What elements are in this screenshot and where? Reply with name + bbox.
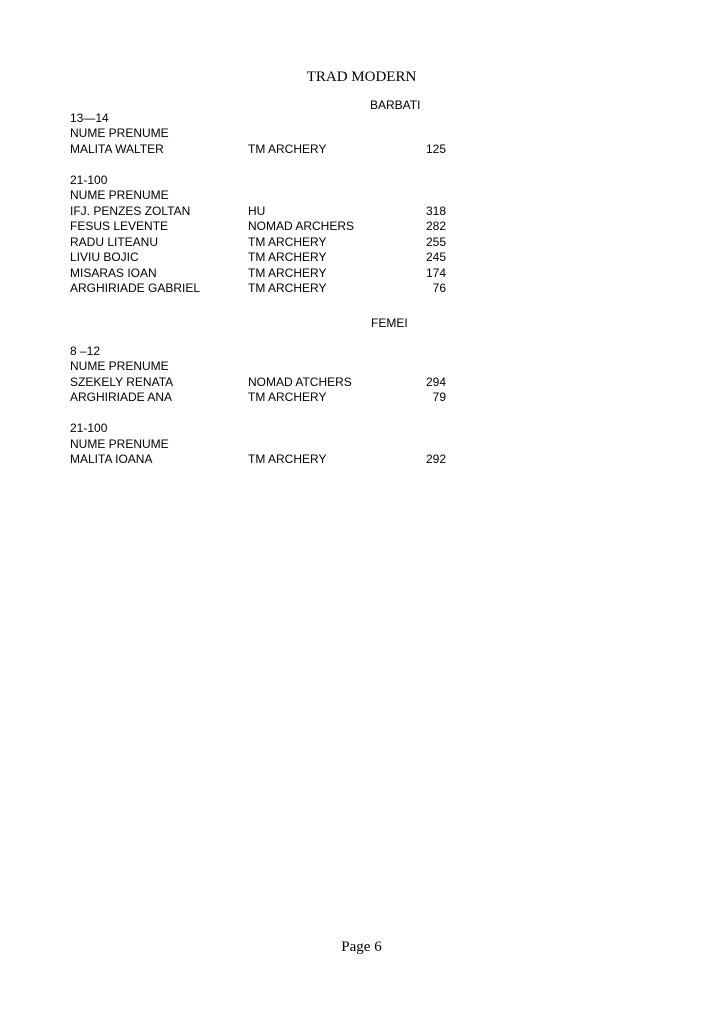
table-row [70,280,446,296]
table-row [70,389,446,405]
table-row [70,141,446,157]
column-header: NUME PRENUME [70,188,169,202]
athlete-name: LIVIU BOJIC [70,250,139,264]
table-row [70,234,446,250]
table-row [70,265,446,281]
score: 282 [425,219,446,233]
section-label-barbati: BARBATI [370,98,421,112]
score: 318 [425,204,446,218]
table-row [70,218,446,234]
athlete-name: IFJ. PENZES ZOLTAN [70,204,191,218]
score: 125 [425,142,446,156]
table-row [70,374,446,390]
athlete-name: MISARAS IOAN [70,266,157,280]
club-name: NOMAD ARCHERS [248,219,355,233]
age-category: 13—14 [70,111,109,125]
athlete-name: FESUS LEVENTE [70,219,169,233]
club-name: NOMAD ATCHERS [248,375,352,389]
column-header: NUME PRENUME [70,437,169,451]
table-row [70,249,446,265]
age-category: 8 –12 [70,344,101,358]
athlete-name: RADU LITEANU [70,235,159,249]
column-header: NUME PRENUME [70,359,169,373]
athlete-name: ARGHIRIADE GABRIEL [70,281,201,295]
table-row [70,203,446,219]
column-header: NUME PRENUME [70,126,169,140]
table-row [70,451,446,467]
score: 245 [425,250,446,264]
club-name: HU [248,204,266,218]
club-name: TM ARCHERY [248,390,327,404]
club-name: TM ARCHERY [248,266,327,280]
club-name: TM ARCHERY [248,281,327,295]
age-category: 21-100 [70,173,108,187]
club-name: TM ARCHERY [248,250,327,264]
score: 76 [432,281,446,295]
page-number: Page 6 [341,939,382,955]
score: 294 [425,375,446,389]
score: 79 [432,390,446,404]
section-label-femei: FEMEI [371,316,408,330]
score: 174 [425,266,446,280]
athlete-name: MALITA IOANA [70,452,153,466]
athlete-name: SZEKELY RENATA [70,375,174,389]
club-name: TM ARCHERY [248,235,327,249]
score: 292 [425,452,446,466]
page-title: TRAD MODERN [306,69,417,85]
age-category: 21-100 [70,421,108,435]
athlete-name: MALITA WALTER [70,142,164,156]
club-name: TM ARCHERY [248,142,327,156]
club-name: TM ARCHERY [248,452,327,466]
score: 255 [425,235,446,249]
athlete-name: ARGHIRIADE ANA [70,390,173,404]
